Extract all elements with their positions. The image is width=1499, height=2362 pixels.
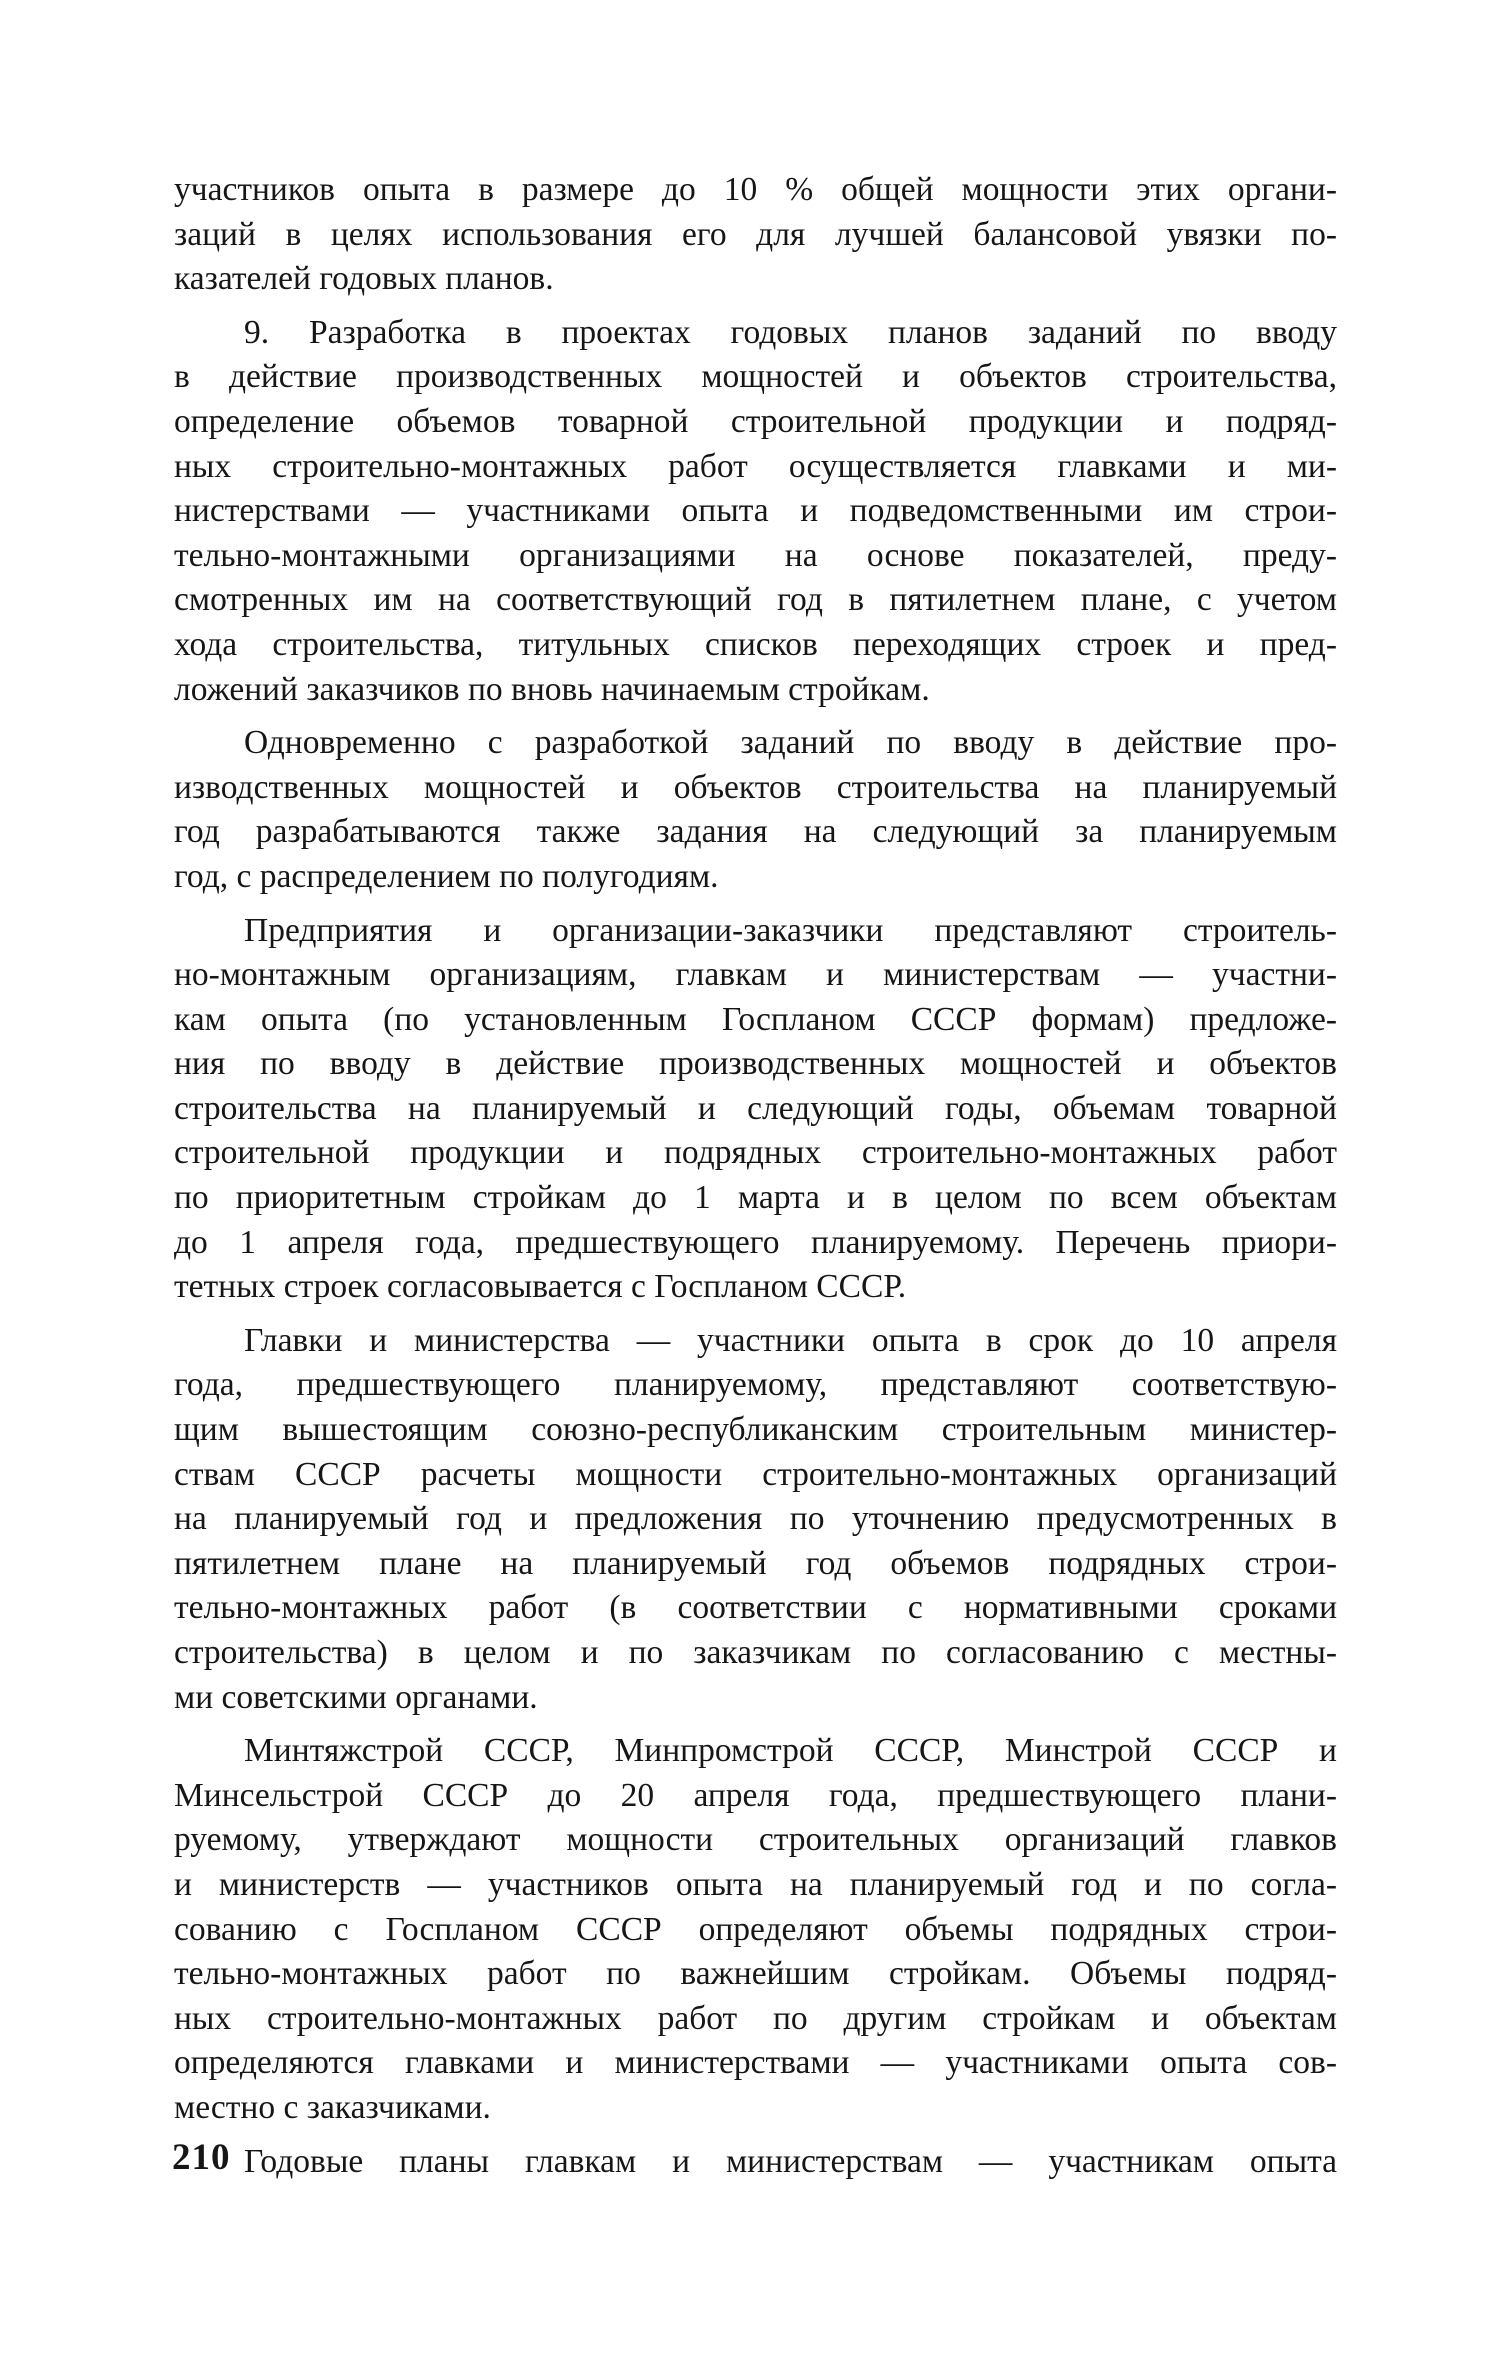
text-line: кам опыта (по установленным Госпланом СССР формам) предложе- [174,1000,1337,1038]
text-line: строительной продукции и подрядных строительно-монтажных работ [174,1134,1337,1172]
paragraph [174,1729,1337,2130]
text-line: пятилетнем плане на планируемый год объемов подрядных строи- [174,1544,1337,1582]
text-line: и министерств — участников опыта на планируемый год и по согла- [174,1865,1337,1903]
text-line: тельно-монтажных работ по важнейшим стройкам. Объемы подряд- [174,1955,1337,1993]
text-line: по приоритетным стройкам до 1 марта и в целом по всем объектам [174,1179,1337,1217]
text-line: 9. Разработка в проектах годовых планов заданий по вводу [244,313,1337,351]
paragraph [174,2140,1337,2185]
text-line: Главки и министерства — участники опыта в срок до 10 апреля [244,1321,1337,1359]
text-line: изводственных мощностей и объектов строительства на планируемый [174,768,1337,806]
text-line: щим вышестоящим союзно-республиканским строительным министер- [174,1411,1337,1449]
text-line: ложений заказчиков по вновь начинаемым стройкам. [174,670,930,708]
text-line: Минтяжстрой СССР, Минпромстрой СССР, Минстрой СССР и [244,1732,1337,1770]
text-line: казателей годовых планов. [174,260,554,298]
text-line: нистерствами — участниками опыта и подведомственными им строи- [174,492,1337,530]
paragraph [174,1319,1337,1720]
text-line: года, предшествующего планируемому, представляют соответствую- [174,1366,1337,1404]
text-line: сованию с Госпланом СССР определяют объемы подрядных строи- [174,1910,1337,1948]
text-line: ных строительно-монтажных работ по другим стройкам и объектам [174,1999,1337,2037]
text-line: строительства) в целом и по заказчикам по согласованию с местны- [174,1634,1337,1671]
text-line: ствам СССР расчеты мощности строительно-монтажных организаций [174,1455,1337,1493]
text-line: в действие производственных мощностей и объектов строительства, [174,358,1337,396]
text-line: Годовые планы главкам и министерствам — участникам опыта [244,2142,1337,2180]
text-line: руемому, утверждают мощности строительных организаций главков [174,1821,1337,1859]
text-line: смотренных им на соответствующий год в пятилетнем плане, с учетом [174,581,1337,619]
text-line: ния по вводу в действие производственных мощностей и объектов [174,1045,1337,1083]
text-line: хода строительства, титульных списков переходящих строек и пред- [174,625,1337,663]
text-line: год разрабатываются также задания на следующий за планируемым [174,813,1337,851]
paragraph [174,909,1337,1310]
paragraph [174,311,1337,712]
text-line: определяются главками и министерствами — участниками опыта сов- [174,2044,1337,2082]
text-line: тетных строек согласовывается с Госпланом СССР. [174,1268,907,1306]
body-text [174,168,1337,2184]
paragraph [174,721,1337,899]
text-line: ных строительно-монтажных работ осуществляется главками и ми- [174,447,1337,485]
text-line: тельно-монтажными организациями на основе показателей, преду- [174,536,1337,574]
text-line: год, с распределением по полугодиям. [174,857,719,895]
text-line: заций в целях использования его для лучшей балансовой увязки по- [174,215,1337,253]
text-line: тельно-монтажных работ (в соответствии с нормативными сроками [174,1589,1337,1627]
text-line: Предприятия и организации-заказчики представляют строитель- [244,911,1337,949]
text-line: участников опыта в размере до 10 % общей мощности этих органи- [174,171,1337,208]
text-line: определение объемов товарной строительной продукции и подряд- [174,402,1337,440]
text-line: Минсельстрой СССР до 20 апреля года, предшествующего плани- [174,1776,1337,1814]
text-line: но-монтажным организациям, главкам и министерствам — участни- [174,956,1337,994]
text-line: до 1 апреля года, предшествующего планируемому. Перечень приори- [174,1223,1337,1261]
page-number: 210 [172,2137,231,2178]
text-line: строительства на планируемый и следующий годы, объемам товарной [174,1089,1337,1127]
text-line: Одновременно с разработкой заданий по вводу в действие про- [244,724,1337,762]
paragraph [174,168,1337,302]
text-line: ми советскими органами. [174,1678,538,1716]
text-line: на планируемый год и предложения по уточнению предусмотренных в [174,1500,1337,1538]
text-line: местно с заказчиками. [174,2088,491,2126]
